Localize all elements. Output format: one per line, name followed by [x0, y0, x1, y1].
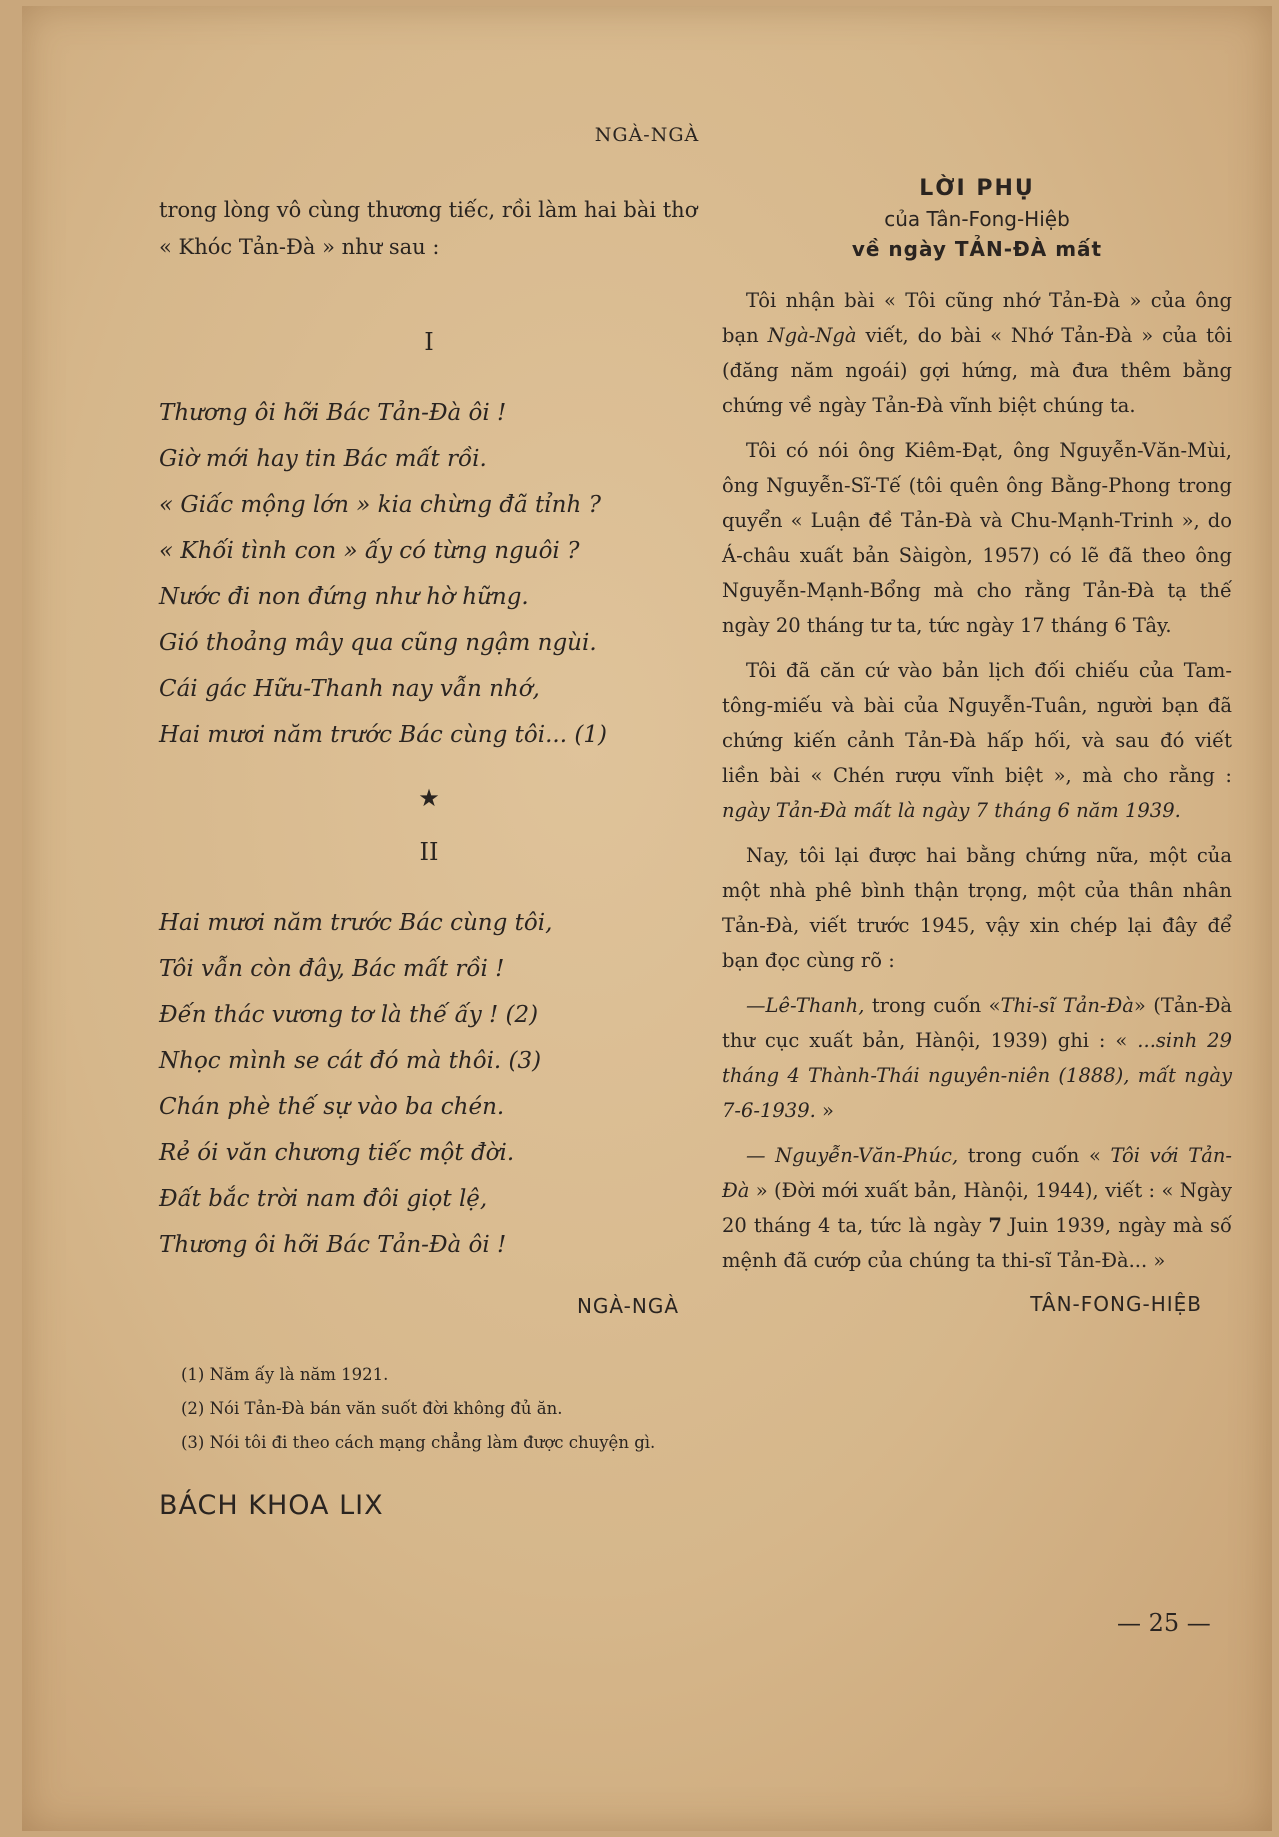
poem-line: Nhọc mình se cát đó mà thôi. (3): [159, 1048, 542, 1074]
paragraph: Tôi nhận bài « Tôi cũng nhớ Tản-Đà » của ông bạn Ngà-Ngà viết, do bài « Nhớ Tản-Đà » của tôi (đăng năm ngoái) gợi hứng, mà đưa thêm bằng chứng về ngày Tản-Đà vĩnh biệt chúng ta.: [722, 289, 1232, 417]
poem-line: « Giấc mộng lớn » kia chừng đã tỉnh ?: [159, 492, 601, 518]
paragraph: Tôi có nói ông Kiêm-Đạt, ông Nguyễn-Văn-Mùi, ông Nguyễn-Sĩ-Tế (tôi quên ông Bằng-Phong trong quyển « Luận đề Tản-Đà và Chu-Mạnh-Trinh », do Á-châu xuất bản Sàigòn, 1957) có lẽ đã theo ông Nguyễn-Mạnh-Bổng mà cho rằng Tản-Đà tạ thế ngày 20 tháng tư ta, tức ngày 17 tháng 6 Tây.: [722, 439, 1232, 637]
poem-line: Nước đi non đứng như hờ hững.: [159, 584, 529, 610]
article-heading: [722, 176, 1232, 261]
poem-line: Đến thác vương tơ là thế ấy ! (2): [159, 1002, 539, 1028]
article-author-line: của Tân-Fong-Hiệb: [884, 207, 1070, 231]
poem-1: [159, 390, 699, 758]
poem-2-number: II: [419, 838, 439, 866]
poem-line: Rẻ ói văn chương tiếc một đời.: [159, 1140, 515, 1166]
page-number: — 25 —: [1117, 1609, 1211, 1637]
article-title: LỜI PHỤ: [919, 176, 1035, 201]
article-body: [722, 283, 1232, 1278]
paragraph: Tôi đã căn cứ vào bản lịch đối chiếu của Tam-tông-miếu và bài của Nguyễn-Tuân, người bạn đã chứng kiến cảnh Tản-Đà hấp hối, và sau đó viết liền bài « Chén rượu vĩnh biệt », mà cho rằng : ngày Tản-Đà mất là ngày 7 tháng 6 năm 1939.: [722, 659, 1232, 822]
poem-1-number: I: [424, 328, 434, 356]
poem-signature: NGÀ-NGÀ: [576, 1294, 679, 1318]
paragraph: Nay, tôi lại được hai bằng chứng nữa, một của một nhà phê bình thận trọng, một của thân nhân Tản-Đà, viết trước 1945, vậy xin chép lại đây để bạn đọc cùng rõ :: [722, 844, 1232, 972]
running-head: NGÀ-NGÀ: [594, 124, 700, 146]
right-column: [722, 176, 1232, 1316]
poem-intro: trong lòng vô cùng thương tiếc, rồi làm hai bài thơ « Khóc Tản-Đà » như sau :: [159, 198, 698, 259]
poem-line: Cái gác Hữu-Thanh nay vẫn nhớ,: [159, 676, 540, 702]
poem-line: Chán phè thế sự vào ba chén.: [159, 1094, 505, 1120]
poem-line: Hai mươi năm trước Bác cùng tôi... (1): [159, 722, 607, 748]
star-ornament-icon: ★: [418, 784, 440, 812]
footnote: (2) Nói Tản-Đà bán văn suốt đời không đủ ăn.: [181, 1399, 563, 1418]
left-column: [159, 192, 699, 1521]
poem-line: Gió thoảng mây qua cũng ngậm ngùi.: [159, 630, 597, 656]
poem-line: Đất bắc trời nam đôi giọt lệ,: [159, 1186, 488, 1212]
journal-name: BÁCH KHOA LIX: [159, 1490, 384, 1521]
poem-line: Hai mươi năm trước Bác cùng tôi,: [159, 910, 553, 936]
paragraph: — Nguyễn-Văn-Phúc, trong cuốn « Tôi với Tản-Đà » (Đời mới xuất bản, Hànội, 1944), viết : « Ngày 20 tháng 4 ta, tức là ngày 7 Juin 1939, ngày mà số mệnh đã cướp của chúng ta thi-sĩ Tản-Đà... »: [722, 1144, 1232, 1272]
poem-line: Giờ mới hay tin Bác mất rồi.: [159, 446, 487, 472]
magazine-page: [22, 6, 1272, 1831]
article-signature: TÂN-FONG-HIỆB: [1030, 1292, 1202, 1316]
poem-line: Thương ôi hỡi Bác Tản-Đà ôi !: [159, 400, 507, 426]
footnote: (1) Năm ấy là năm 1921.: [181, 1365, 389, 1384]
poem-line: Thương ôi hỡi Bác Tản-Đà ôi !: [159, 1232, 507, 1258]
poem-2: [159, 900, 699, 1268]
footnote: (3) Nói tôi đi theo cách mạng chẳng làm được chuyện gì.: [181, 1433, 656, 1452]
footnotes: [159, 1358, 699, 1460]
poem-line: « Khối tình con » ấy có từng nguôi ?: [159, 538, 580, 564]
article-subject: về ngày TẢN-ĐÀ mất: [851, 237, 1103, 261]
paragraph: —Lê-Thanh, trong cuốn «Thi-sĩ Tản-Đà» (Tản-Đà thư cục xuất bản, Hànội, 1939) ghi : « ...sinh 29 tháng 4 Thành-Thái nguyên-niên (1888), mất ngày 7-6-1939. »: [722, 994, 1232, 1122]
poem-line: Tôi vẫn còn đây, Bác mất rồi !: [159, 956, 505, 982]
